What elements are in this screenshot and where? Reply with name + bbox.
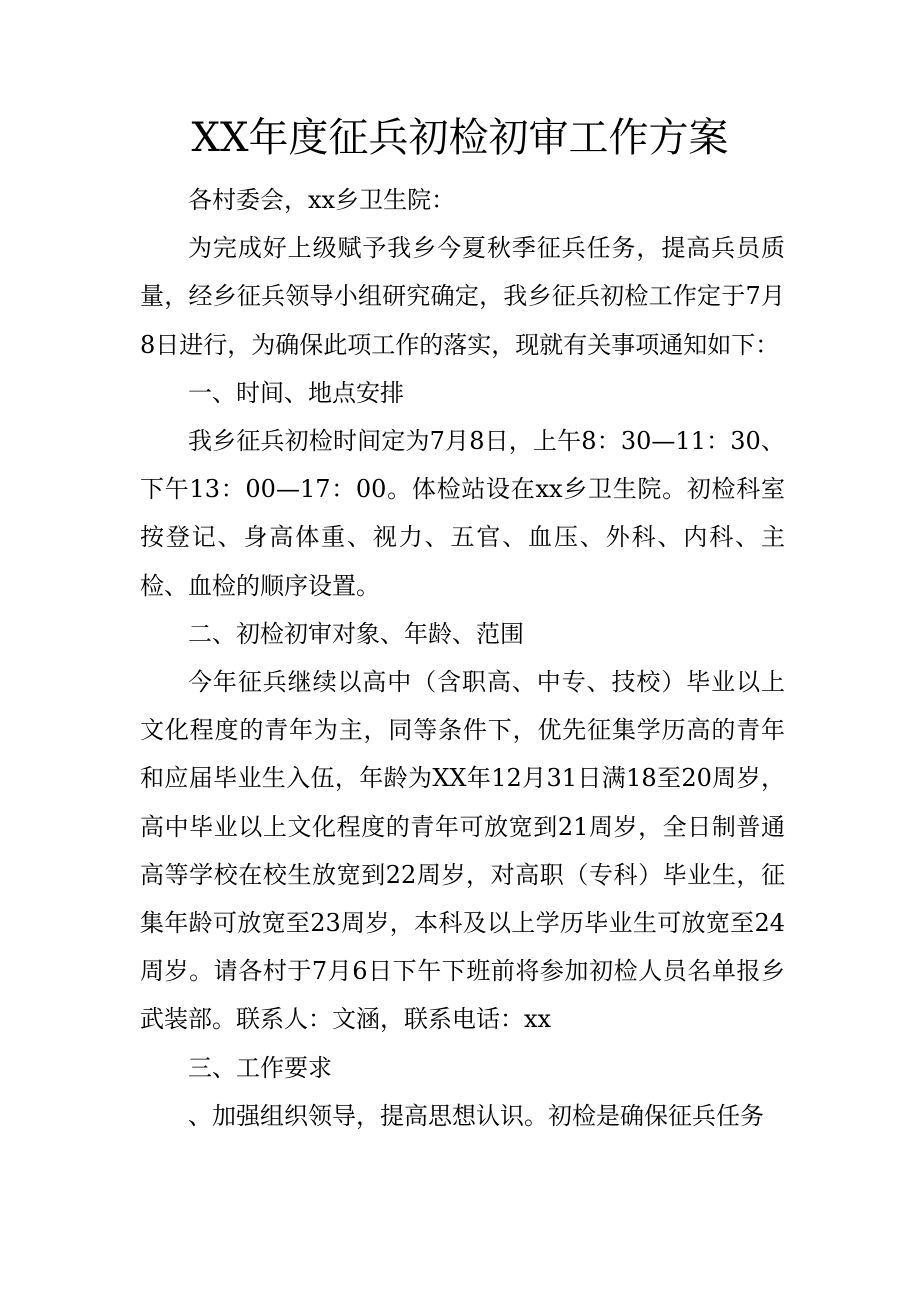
document-body <box>140 176 785 1140</box>
section-3-heading: 三、工作要求 <box>188 1053 332 1082</box>
document-title: XX年度征兵初检初审工作方案 <box>191 115 729 161</box>
section-1-heading: 一、时间、地点安排 <box>188 378 404 407</box>
section-3-item-1: 、加强组织领导，提高思想认识。初检是确保征兵任务 <box>188 1101 764 1130</box>
section-2-heading: 二、初检初审对象、年龄、范围 <box>188 619 524 648</box>
section-2-paragraph: 今年征兵继续以高中（含职高、中专、技校）毕业以上文化程度的青年为主，同等条件下，优先征集学历高的青年和应届毕业生入伍，年龄为XX年12月31日满18至20周岁，高中毕业以上文化程度的青年可放宽到21周岁，全日制普通高等学校在校生放宽到22周岁，对高职（专科）毕业生，征集年龄可放宽至23周岁，本科及以上学历毕业生可放宽至24周岁。请各村于7月6日下午下班前将参加初检人员名单报乡武装部。联系人：文涵，联系电话：xx <box>140 668 785 1034</box>
salutation: 各村委会，xx乡卫生院： <box>188 186 456 214</box>
section-1-paragraph: 我乡征兵初检时间定为7月8日，上午8：30—11：30、下午13：00—17：00。体检站设在xx乡卫生院。初检科室按登记、身高体重、视力、五官、血压、外科、内科、主检、血检的顺序设置。 <box>140 427 785 600</box>
intro-paragraph: 为完成好上级赋予我乡今夏秋季征兵任务，提高兵员质量，经乡征兵领导小组研究确定，我乡征兵初检工作定于7月8日进行，为确保此项工作的落实，现就有关事项通知如下： <box>140 234 785 359</box>
